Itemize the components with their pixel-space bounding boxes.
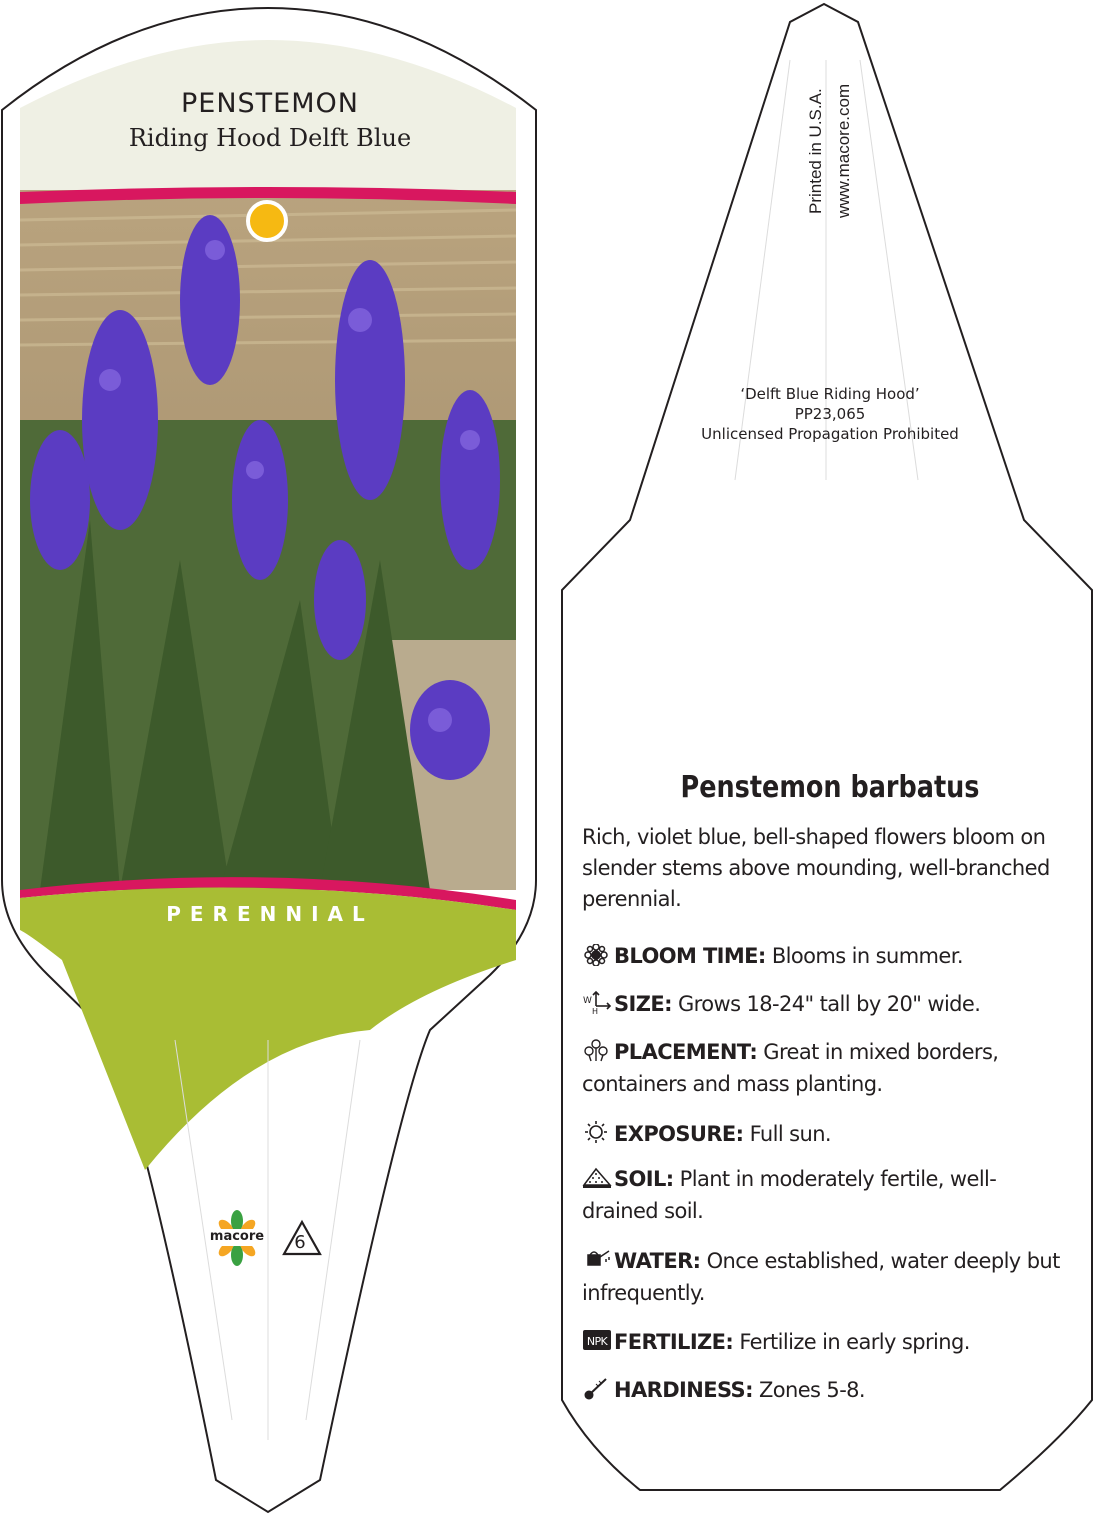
patent-line: Unlicensed Propagation Prohibited xyxy=(701,425,959,443)
brand-logo-text: macore xyxy=(209,1229,265,1244)
patent-line: PP23,065 xyxy=(794,405,866,423)
soil-icon xyxy=(582,1165,614,1187)
plant-genus-title: PENSTEMON xyxy=(181,88,359,119)
attr-size: W H SIZE: Grows 18-24" tall by 20" wide. xyxy=(583,992,981,1016)
patent-notice xyxy=(660,384,1000,444)
sun-requirement-dot xyxy=(248,202,286,240)
flower-icon xyxy=(582,943,614,965)
plants-group-icon xyxy=(582,1038,614,1060)
size-arrows-icon xyxy=(582,990,614,1012)
sun-icon xyxy=(582,1120,614,1142)
attr-exposure: EXPOSURE: Full sun. xyxy=(582,1118,1070,1150)
attr-fertilize: NPK FERTILIZE: Fertilize in early spring. xyxy=(582,1326,1070,1358)
patent-line: ‘Delft Blue Riding Hood’ xyxy=(740,385,920,403)
thermometer-icon xyxy=(582,1376,614,1398)
recycle-code: 6 xyxy=(294,1232,306,1253)
npk-icon-text: NPK xyxy=(586,1335,608,1348)
attr-placement: PLACEMENT: Great in mixed borders, containers and mass planting. xyxy=(582,1040,999,1096)
penstemon-photo xyxy=(20,190,516,890)
website-label: www.macore.com xyxy=(834,83,853,218)
attr-hardiness: HARDINESS: Zones 5-8. xyxy=(582,1374,1070,1406)
plant-description: Rich, violet blue, bell-shaped flowers bloom on slender stems above mounding, well-branched perennial. xyxy=(582,825,1050,911)
svg-text:H: H xyxy=(592,1007,598,1014)
svg-text:W: W xyxy=(583,996,592,1006)
attr-water: WATER: Once established, water deeply but infrequently. xyxy=(582,1249,1060,1305)
species-name: Penstemon barbatus xyxy=(680,770,980,805)
plant-category-label: PERENNIAL xyxy=(166,902,374,926)
npk-icon xyxy=(582,1328,614,1350)
attr-bloom-time: BLOOM TIME: Blooms in summer. xyxy=(582,940,1070,972)
plant-variety-name: Riding Hood Delft Blue xyxy=(128,124,412,152)
attr-soil: SOIL: Plant in moderately fertile, well-drained soil. xyxy=(582,1167,997,1223)
printed-in-label: Printed in U.S.A. xyxy=(806,88,825,214)
watering-can-icon xyxy=(582,1247,614,1269)
